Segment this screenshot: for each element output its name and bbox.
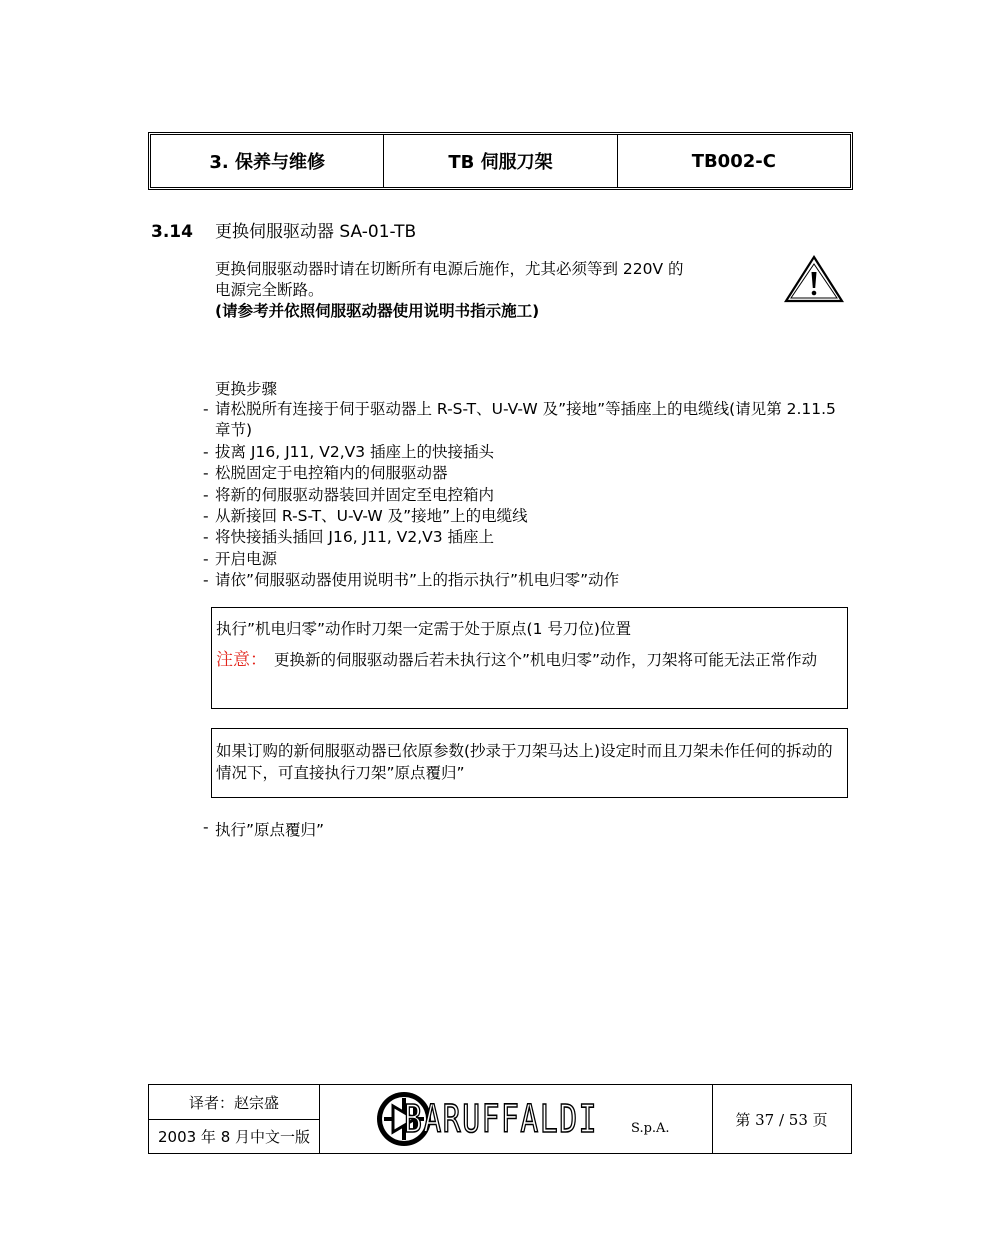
- header-code: TB002-C: [691, 150, 776, 172]
- warning-triangle-icon: [783, 254, 845, 304]
- page-number: 第 37 / 53 页: [735, 1110, 828, 1129]
- edition: 2003 年 8 月中文一版: [157, 1128, 311, 1146]
- list-item: - 请依”伺服驱动器使用说明书”上的指示执行”机电归零”动作: [203, 570, 853, 591]
- section-number: 3.14: [151, 222, 193, 242]
- caution-text: 更换新的伺服驱动器后若未执行这个”机电归零”动作，刀架将可能无法正常作动: [274, 650, 818, 669]
- homing-note-box: [211, 607, 848, 709]
- list-item: - 松脱固定于电控箱内的伺服驱动器: [203, 463, 853, 484]
- parameter-note-box: [211, 728, 848, 798]
- list-item: - 拔离 J16, J11, V2,V3 插座上的快接插头: [203, 442, 853, 463]
- list-item: - 请松脱所有连接于伺于驱动器上 R-S-T、U-V-W 及”接地”等插座上的电缆线(请见第 2.11.5 章节): [203, 399, 853, 442]
- caution-label: 注意：: [216, 649, 267, 670]
- list-item: - 开启电源: [203, 549, 853, 570]
- warning-text: [215, 259, 775, 322]
- steps-title: 更换步骤: [215, 380, 278, 398]
- header-product: TB 伺服刀架: [384, 135, 617, 187]
- final-step: - 执行”原点覆归”: [203, 818, 324, 840]
- caution-note: [216, 650, 843, 672]
- warning-line-2: 电源完全断路。: [215, 281, 324, 299]
- footer-logo-cell: [319, 1085, 713, 1153]
- brand-name: BARUFFALDI: [404, 1097, 599, 1141]
- steps-list: [203, 399, 853, 592]
- header-table: [148, 132, 853, 190]
- section-heading: [151, 217, 416, 242]
- warning-line-1: 更换伺服驱动器时请在切断所有电源后施作，尤其必须等到 220V 的: [215, 260, 684, 278]
- parameter-note-text: 如果订购的新伺服驱动器已依原参数(抄录于刀架马达上)设定时而且刀架未作任何的拆动的情况下，可直接执行刀架”原点覆归”: [216, 742, 833, 782]
- header-chapter: 3. 保养与维修: [151, 135, 384, 187]
- section-title: 更换伺服驱动器 SA-01-TB: [215, 222, 417, 242]
- footer-left: [149, 1085, 320, 1153]
- warning-line-3: (请参考并依照伺服驱动器使用说明书指示施工): [215, 302, 540, 320]
- list-item: - 将新的伺服驱动器装回并固定至电控箱内: [203, 485, 853, 506]
- footer-table: [148, 1084, 852, 1154]
- brand-suffix: S.p.A.: [631, 1121, 670, 1136]
- list-item: - 将快接插头插回 J16, J11, V2,V3 插座上: [203, 527, 853, 548]
- list-item: - 从新接回 R-S-T、U-V-W 及”接地”上的电缆线: [203, 506, 853, 527]
- translator: 译者：赵宗盛: [149, 1085, 319, 1120]
- homing-requirement: 执行”机电归零”动作时刀架一定需于处于原点(1 号刀位)位置: [216, 620, 631, 638]
